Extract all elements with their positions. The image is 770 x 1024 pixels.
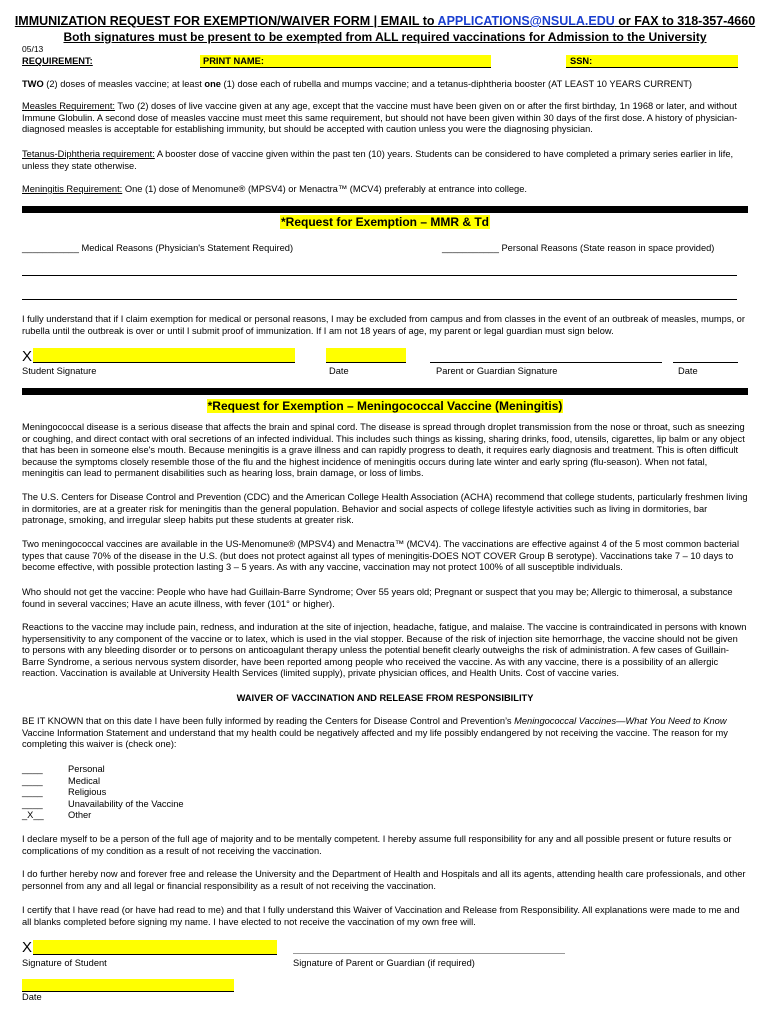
parent-signature-line[interactable]: [430, 362, 662, 363]
parent-date-line[interactable]: [673, 362, 738, 363]
reason-label: Personal: [68, 764, 105, 774]
reason-mark[interactable]: ____: [22, 787, 43, 798]
personal-blank: ___________: [442, 243, 499, 253]
reason-line-1[interactable]: [22, 275, 737, 276]
waiver-statement-italic: Meningococcal Vaccines—What You Need to Know: [514, 716, 727, 726]
medical-label: Medical Reasons (Physician's Statement Required): [78, 243, 294, 253]
personal-reasons-option[interactable]: [442, 243, 714, 255]
reason-option-medical[interactable]: [22, 776, 322, 788]
reason-line-2[interactable]: [22, 299, 737, 300]
reason-mark[interactable]: _X__: [22, 810, 44, 821]
medical-blank: ___________: [22, 243, 79, 253]
meningitis-paragraph-3: Two meningococcal vaccines are available in the US-Menomune® (MPSV4) and Menactra™ (MCV4). The vaccinations are effective against 4 of the 5 most common bacterial types that cause 70% of the disease in the U.S. (but does not protect against all types of meningitis-DOES NOT COVER Group B serotype). Vaccinations take 7 – 10 days to become effective, with possible protection lasting 3 – 5 years. As with any vaccine, vaccination may not protect 100% of all susceptible individuals.: [22, 539, 740, 573]
mmr-statement: I fully understand that if I claim exemption for medical or personal reasons, I may be excluded from campus and from classes in the event of an outbreak of measles, mumps, or rubella until the outbreak is over or until I submit proof of immunization. If I am not 18 years of age, my parent or legal guardian must sign below.: [22, 314, 745, 336]
one-word: one: [204, 79, 221, 89]
meningitis-section-heading: [0, 399, 770, 413]
two-rest: (1) dose each of rubella and mumps vaccine; and a tetanus-diphtheria booster (AT LEAST 10 YEARS CURRENT): [220, 79, 693, 89]
reason-mark[interactable]: ____: [22, 764, 43, 774]
two-text: (2) doses of measles vaccine; at least: [43, 79, 205, 89]
two-doses-text: [22, 79, 748, 91]
form-title: [0, 14, 770, 28]
reason-label: Medical: [68, 775, 101, 786]
requirement-label: REQUIREMENT:: [22, 56, 93, 66]
reason-label: Unavailability of the Vaccine: [68, 798, 184, 809]
waiver-title: WAIVER OF VACCINATION AND RELEASE FROM RESPONSIBILITY: [236, 693, 534, 703]
tetanus-requirement: [22, 149, 748, 172]
meningitis-text: One (1) dose of Menomune® (MPSV4) or Menactra™ (MCV4) preferably at entrance into college.: [122, 184, 527, 194]
waiver-parent-signature-line[interactable]: [293, 953, 565, 954]
meningitis-label: Meningitis Requirement:: [22, 184, 123, 194]
signature-of-parent-label: Signature of Parent or Guardian (if required): [293, 958, 475, 968]
two-word: TWO: [22, 79, 44, 89]
waiver-statement-a: BE IT KNOWN that on this date I have been fully informed by reading the Centers for Disease Control and Prevention’s: [22, 716, 515, 726]
waiver-date-label: Date: [22, 992, 42, 1002]
waiver-statement: [22, 716, 748, 751]
reason-option-other[interactable]: [22, 810, 322, 822]
print-name-label: PRINT NAME:: [203, 56, 264, 66]
reason-label: Religious: [68, 787, 107, 798]
measles-requirement: [22, 101, 748, 136]
date-code: 05/13: [22, 44, 44, 54]
reason-mark[interactable]: ____: [22, 798, 43, 809]
section-divider-meningitis: [22, 388, 748, 395]
certification-paragraph: I certify that I have read (or have had read to me) and that I fully understand this Waiver of Vaccination and Release from Responsibility. All explanations were made to me and all blanks completed before signing my name. I have elected to not receive the vaccination of my own free will.: [22, 905, 740, 927]
title-suffix: or FAX to 318-357-4660: [614, 14, 756, 28]
form-subtitle: Both signatures must be present to be exempted from ALL required vaccinations for Admission to the University: [63, 30, 707, 44]
title-prefix: IMMUNIZATION REQUEST FOR EXEMPTION/WAIVER FORM | EMAIL to: [14, 14, 438, 28]
meningitis-paragraph-2: The U.S. Centers for Disease Control and Prevention (CDC) and the American College Health Association (ACHA) recommend that college students, particularly freshmen living in dormitories, are at a greater risk for meningitis than the general population. Behavior and social aspects of college lifestyle activities such as living in dormitories, bar patronage, smoking, and irregular sleep habits put these students at greater risk.: [22, 492, 748, 526]
measles-text: Two (2) doses of live vaccine given at any age, except that the vaccine must have been given on or after the first birthday, 1n 1968 or later, and without Immune Globulin. A second dose of measles vaccine must meet this same requirement, but should not have been given within 30 days of the first dose. A history of physician-diagnosed measles is acceptable for establishing immunity, but should be accepted with caution unless you were the diagnosing physician.: [22, 101, 738, 135]
student-signature-field[interactable]: [33, 348, 295, 363]
waiver-x-mark: X: [22, 939, 33, 956]
student-date-field[interactable]: [326, 348, 406, 363]
mmr-heading-text: *Request for Exemption – MMR & Td: [280, 215, 489, 229]
meningitis-paragraph-4: Who should not get the vaccine: People who have had Guillain-Barre Syndrome; Over 55 years old; Pregnant or suspect that you may be; Allergic to thimerosal, a substance found in several vaccines; Have an acute illness, with fever (101° or higher).: [22, 587, 733, 609]
mmr-section-heading: [0, 215, 770, 229]
student-x-mark: X: [22, 348, 33, 365]
meningitis-requirement: [22, 184, 748, 196]
student-signature-label: Student Signature: [22, 366, 97, 376]
tetanus-text: A booster dose of vaccine given within the past ten (10) years. Students can be considered to have completed a primary series earlier in life, unless they state otherwise.: [22, 149, 734, 171]
declaration-paragraph: I declare myself to be a person of the full age of majority and to be mentally competent. I hereby assume full responsibility for any and all possible present or future results or complications of my condition as a result of not receiving the vaccination.: [22, 834, 732, 856]
parent-date-label: Date: [678, 366, 698, 376]
reason-option-personal[interactable]: [22, 764, 322, 776]
tetanus-label: Tetanus-Diphtheria requirement:: [22, 149, 155, 159]
signature-of-student-label: Signature of Student: [22, 958, 107, 968]
meningitis-paragraph-5: Reactions to the vaccine may include pain, redness, and induration at the site of injection, headache, fatigue, and malaise. The vaccine is contraindicated in persons with known hypersensitivity to any component of the vaccine or to latex, which is used in the vial stopper. Because of the risk of injection site hemorrhage, the vaccine should not be given to persons with any bleeding disorder or to persons on anticoagulant therapy unless the potential benefit clearly outweighs the risk of administration. A few cases of Guillain-Barre Syndrome, a serious nervous system disorder, have been reported among people who received the vaccine. As with any vaccine, there is a possibility of an allergic reaction. Vaccination is available at University Health Services (limited supply), private physician offices, and Health Units. Cost of vaccine varies.: [22, 622, 747, 679]
medical-reasons-option[interactable]: [22, 243, 293, 255]
meningitis-paragraph-1: Meningococcal disease is a serious disease that affects the brain and spinal cord. The disease is spread through droplet transmission from the nose or throat, such as sneezing or coughing, and direct contact with oral secretions of an infected individual. This includes such things as kissing, sharing drinks, food, utensils, cigarettes, lip balm or any object that has been in someone else's mouth. Because meningitis is a grave illness and can rapidly progress to death, it requires early diagnosis and treatment. This is often difficult because the symptoms closely resemble those of the flu and the highest incidence of meningitis occurs during late winter and early spring (flu-season). When not fatal, meningitis can lead to permanent disabilities such as hearing loss, brain damage, or loss of limbs.: [22, 422, 745, 479]
waiver-statement-b: Vaccine Information Statement and understand that my health could be negatively affected and my life possibly endangered by not receiving the vaccine. The reason for my completing this waiver is (check one):: [22, 727, 728, 750]
section-divider-mmr: [22, 206, 748, 213]
date-label: Date: [329, 366, 349, 376]
waiver-date-field[interactable]: [22, 979, 234, 992]
parent-signature-label: Parent or Guardian Signature: [436, 366, 558, 376]
release-paragraph: I do further hereby now and forever free and release the University and the Department of Health and Hospitals and all its agents, attending health care professionals, and other personnel from any and all legal or financial responsibility as a result of not receiving the vaccination.: [22, 869, 746, 891]
ssn-label: SSN:: [570, 56, 593, 66]
email-link[interactable]: APPLICATIONS@NSULA.EDU: [437, 14, 615, 28]
reason-option-unavailability[interactable]: [22, 799, 322, 811]
personal-label: Personal Reasons (State reason in space provided): [498, 243, 715, 253]
meningitis-heading-text: *Request for Exemption – Meningococcal Vaccine (Meningitis): [207, 399, 563, 413]
measles-label: Measles Requirement:: [22, 101, 116, 111]
reason-option-religious[interactable]: [22, 787, 322, 799]
reason-label: Other: [68, 810, 92, 821]
reason-mark[interactable]: ____: [22, 775, 43, 786]
waiver-student-signature-field[interactable]: [33, 940, 277, 955]
